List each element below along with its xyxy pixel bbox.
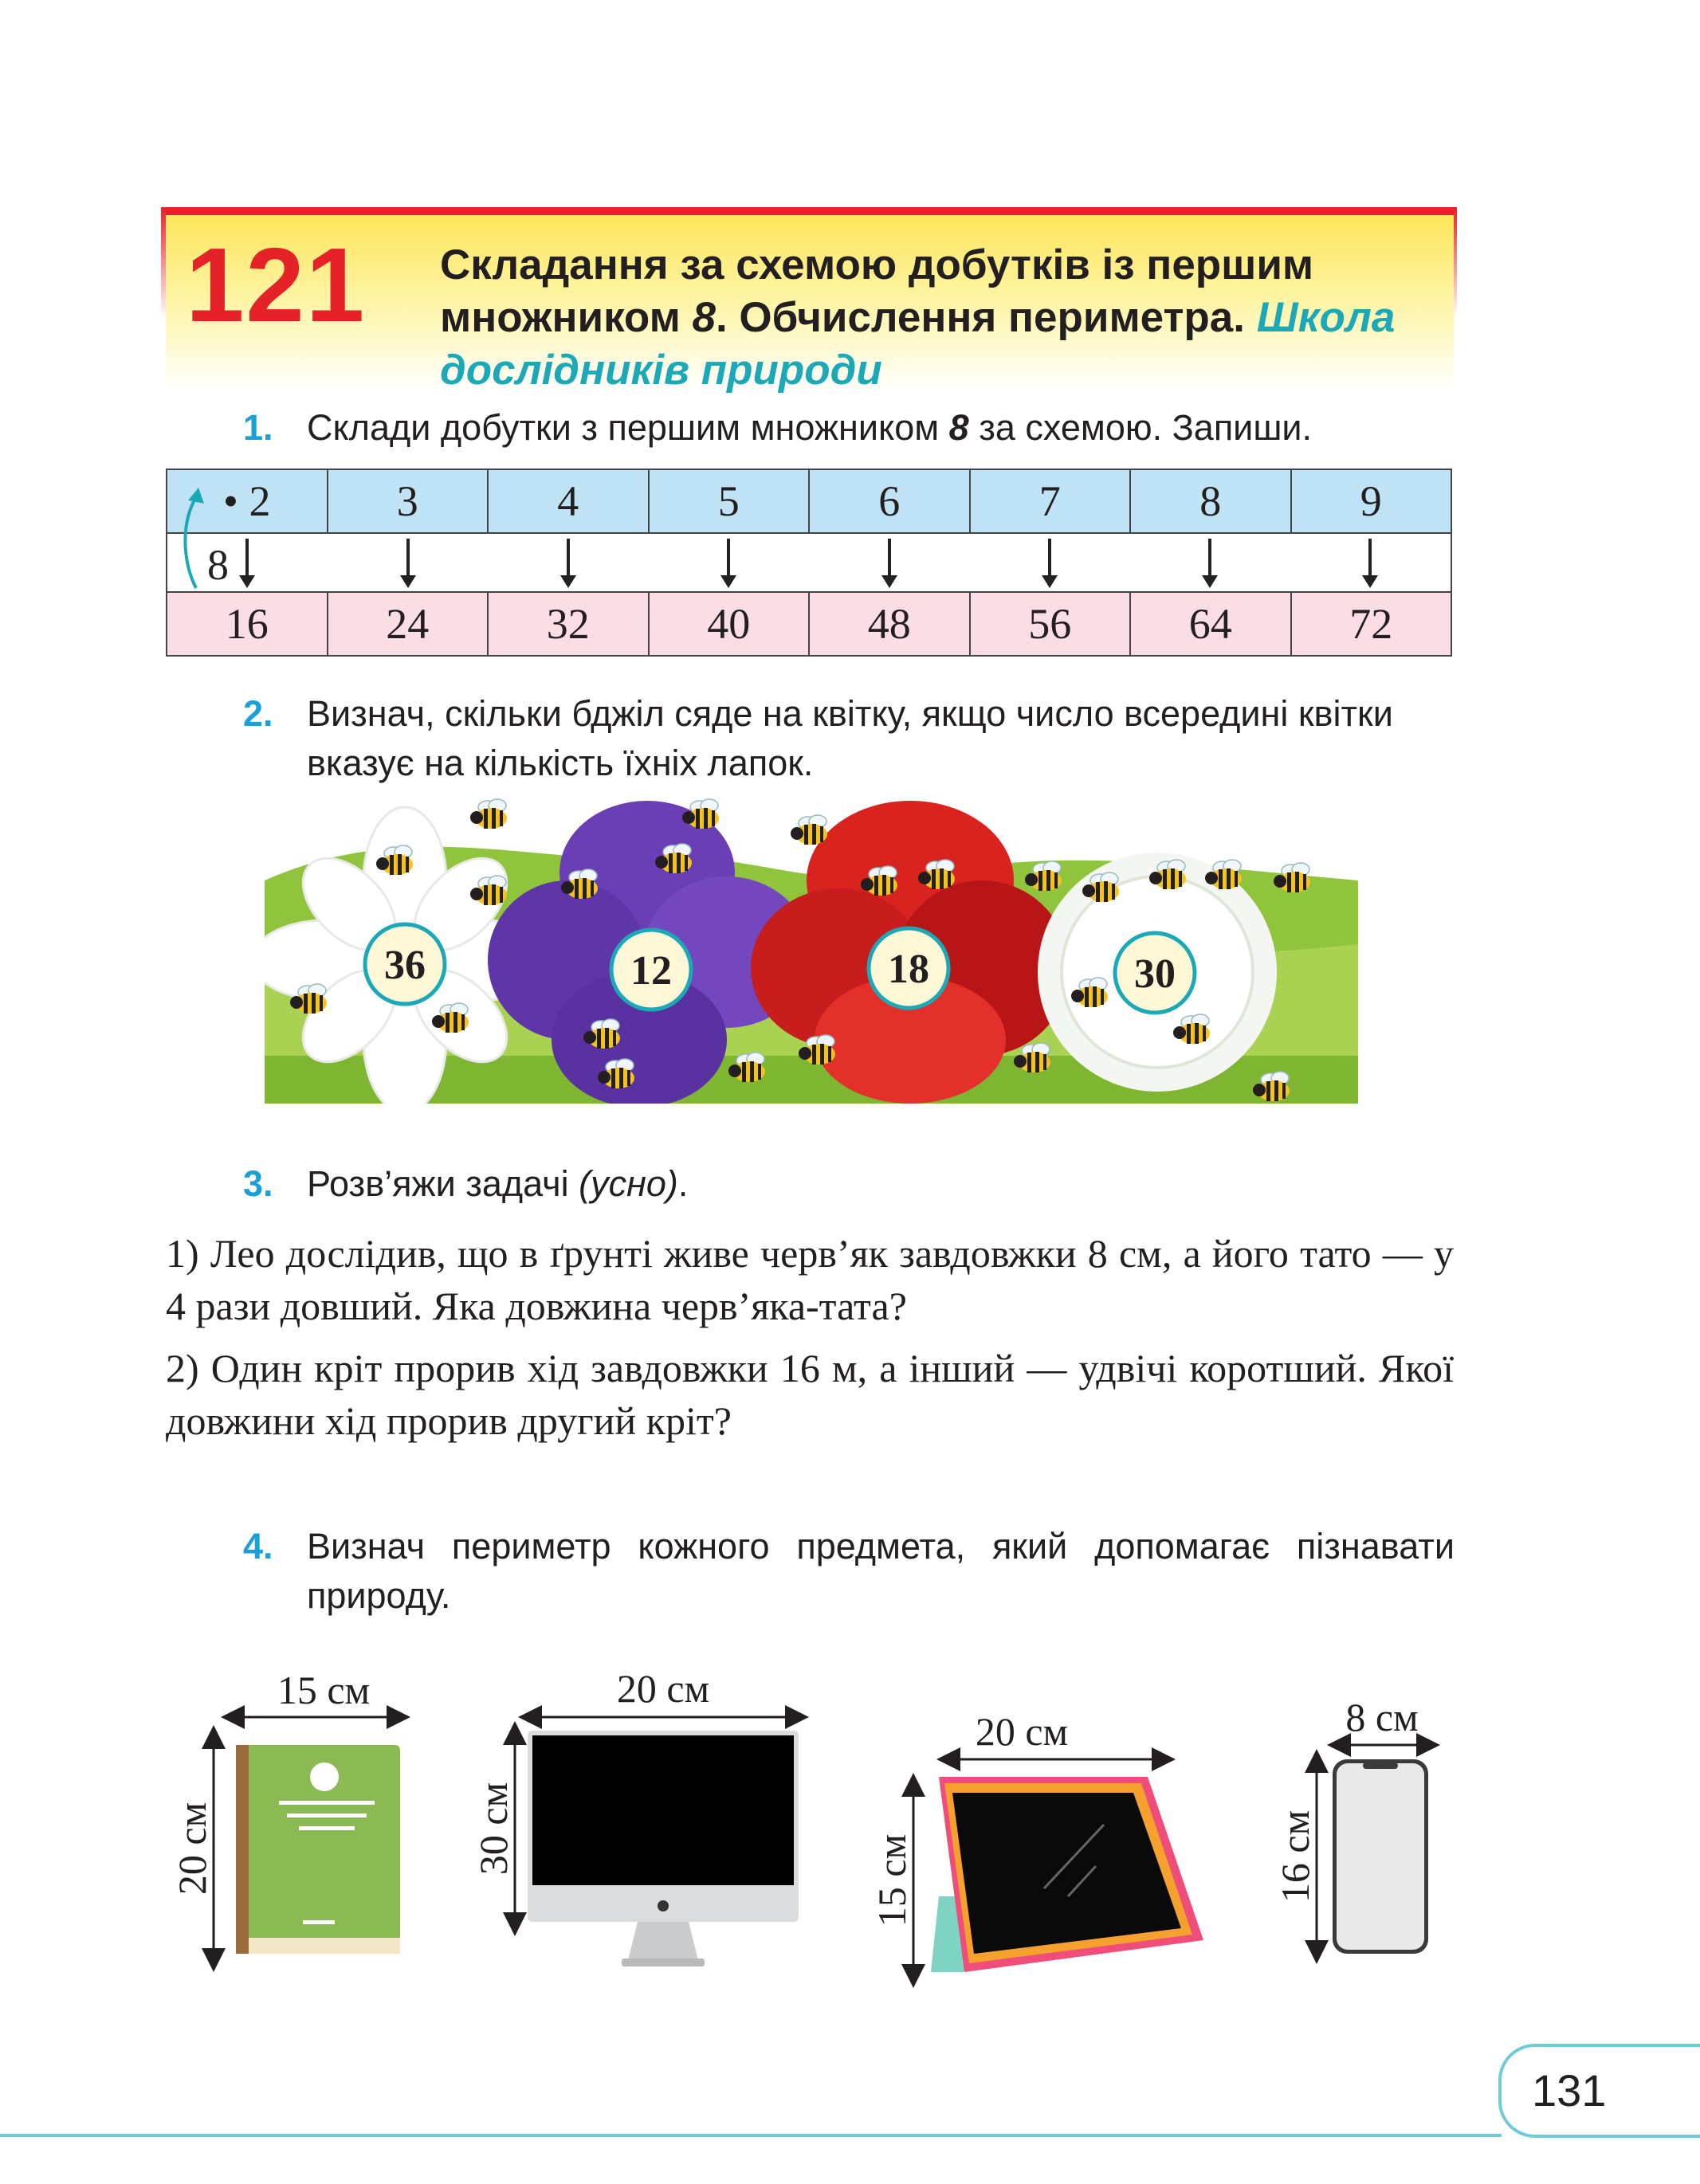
table-header-cell: 9 xyxy=(1360,477,1382,525)
table-header-row xyxy=(167,470,1451,532)
table-result-cell: 56 xyxy=(971,593,1132,655)
task-3-number: 3. xyxy=(243,1163,273,1204)
task-1-instruction xyxy=(243,403,1455,453)
page-number: 131 xyxy=(1532,2065,1607,2115)
phone-object xyxy=(1273,1695,1428,1954)
flower-center-18 xyxy=(869,928,948,1008)
arrow-cell xyxy=(1130,534,1290,591)
task-4-number: 4. xyxy=(243,1526,273,1566)
table-header-cell: • 2 xyxy=(167,470,328,532)
table-header-cell: 7 xyxy=(971,470,1132,532)
task-4-text: Визнач периметр кожного предмета, який допомагає пізнавати природу. xyxy=(307,1526,1455,1616)
task-2-text: Визнач, скільки бджіл сяде на квітку, якщо число всередині квітки вказує на кількість їхніх лапок. xyxy=(307,693,1393,783)
arrow-cell xyxy=(649,534,809,591)
title-part1: Складання за схемою добутків із першим множником xyxy=(440,241,1314,341)
table-header-cell: 6 xyxy=(810,470,971,532)
footer-line xyxy=(0,2134,1502,2137)
down-arrow-icon xyxy=(245,539,249,583)
task-4-instruction xyxy=(243,1522,1455,1621)
word-problems xyxy=(166,1227,1454,1457)
tablet-height-label: 15 см xyxy=(870,1833,914,1927)
curved-arrow-icon xyxy=(172,476,212,596)
phone-screen xyxy=(1337,1763,1424,1950)
lesson-title xyxy=(440,239,1444,397)
down-arrow-icon xyxy=(406,539,410,583)
tablet-width-label: 20 см xyxy=(975,1709,1069,1754)
task-3-text-a: Розв’яжи задачі xyxy=(307,1163,579,1204)
down-arrow-icon xyxy=(727,539,730,583)
lesson-number: 121 xyxy=(186,226,367,343)
monitor-height-label: 30 см xyxy=(471,1782,516,1876)
flower-number: 18 xyxy=(888,947,929,992)
flower-number: 12 xyxy=(630,948,672,994)
flower-center-12 xyxy=(611,930,691,1010)
flowers-bees-illustration xyxy=(265,785,1358,1104)
page-number-tab xyxy=(1498,2044,1700,2138)
phone-width-label: 8 см xyxy=(1345,1695,1419,1739)
arrow-cell xyxy=(328,534,488,591)
problem-2: 2) Один кріт прорив хід завдовжки 16 м, а інший — удвічі коротший. Якої довжини хід прорив другий кріт? xyxy=(166,1346,1454,1443)
table-arrow-row xyxy=(167,532,1451,593)
monitor-object xyxy=(471,1666,799,1966)
bee-icon xyxy=(470,799,507,829)
monitor-width-label: 20 см xyxy=(616,1666,710,1711)
title-num: 8 xyxy=(692,294,716,341)
task-3-text-b: (усно) xyxy=(579,1163,678,1204)
task-3-text-c: . xyxy=(677,1163,689,1204)
table-result-cell: 48 xyxy=(810,593,971,655)
lesson-subtitle: Школа дослідників природи xyxy=(440,294,1396,394)
table-result-cell: 24 xyxy=(328,593,489,655)
task-3-instruction xyxy=(243,1159,1455,1209)
table-header-cell: 8 xyxy=(1131,470,1292,532)
phone-height-label: 16 см xyxy=(1273,1810,1317,1904)
arrow-cell xyxy=(969,534,1129,591)
table-result-cell: 72 xyxy=(1349,600,1393,648)
flower-number: 30 xyxy=(1134,951,1176,997)
perimeter-objects xyxy=(159,1657,1466,1992)
table-result-cell: 64 xyxy=(1131,593,1292,655)
down-arrow-icon xyxy=(567,539,570,583)
task-1-text-a: Склади добутки з першим множником xyxy=(307,407,949,448)
table-header-cell: 3 xyxy=(328,470,489,532)
flower-center-30 xyxy=(1115,933,1195,1013)
arrow-cell xyxy=(489,534,649,591)
monitor-screen xyxy=(532,1735,794,1885)
multiplication-table xyxy=(166,469,1452,657)
task-2-instruction xyxy=(243,689,1455,788)
task-1-text-c: за схемою. Запиши. xyxy=(968,407,1313,448)
down-arrow-icon xyxy=(888,539,891,583)
table-result-cell: 32 xyxy=(489,593,650,655)
task-1-number: 1. xyxy=(243,407,273,448)
table-result-cell: 16 xyxy=(167,593,328,655)
tablet-object xyxy=(870,1709,1203,1976)
down-arrow-icon xyxy=(1048,539,1051,583)
book-width-label: 15 см xyxy=(277,1668,371,1712)
flower-number: 36 xyxy=(384,943,426,988)
book-object xyxy=(170,1668,400,1960)
arrow-cell xyxy=(1290,534,1451,591)
title-part2: . Обчислення периметра. xyxy=(715,294,1257,341)
table-result-row xyxy=(167,593,1451,655)
flower-center-36 xyxy=(365,924,445,1004)
table-result-cell: 40 xyxy=(650,593,811,655)
task-1-text-b: 8 xyxy=(948,407,969,448)
task-2-number: 2. xyxy=(243,693,273,734)
lesson-header xyxy=(166,207,1454,392)
multiplier-label: 8 xyxy=(207,541,229,589)
arrow-cell xyxy=(809,534,969,591)
table-header-cell: 5 xyxy=(650,470,811,532)
book-height-label: 20 см xyxy=(170,1802,214,1896)
problem-1: 1) Лео дослідив, що в ґрунті живе черв’як завдовжки 8 см, а його тато — у 4 рази довший. Яка довжина черв’яка-тата? xyxy=(166,1231,1454,1328)
table-header-cell: 4 xyxy=(489,470,650,532)
down-arrow-icon xyxy=(1208,539,1211,583)
down-arrow-icon xyxy=(1368,539,1372,583)
bee-icon xyxy=(791,815,827,845)
